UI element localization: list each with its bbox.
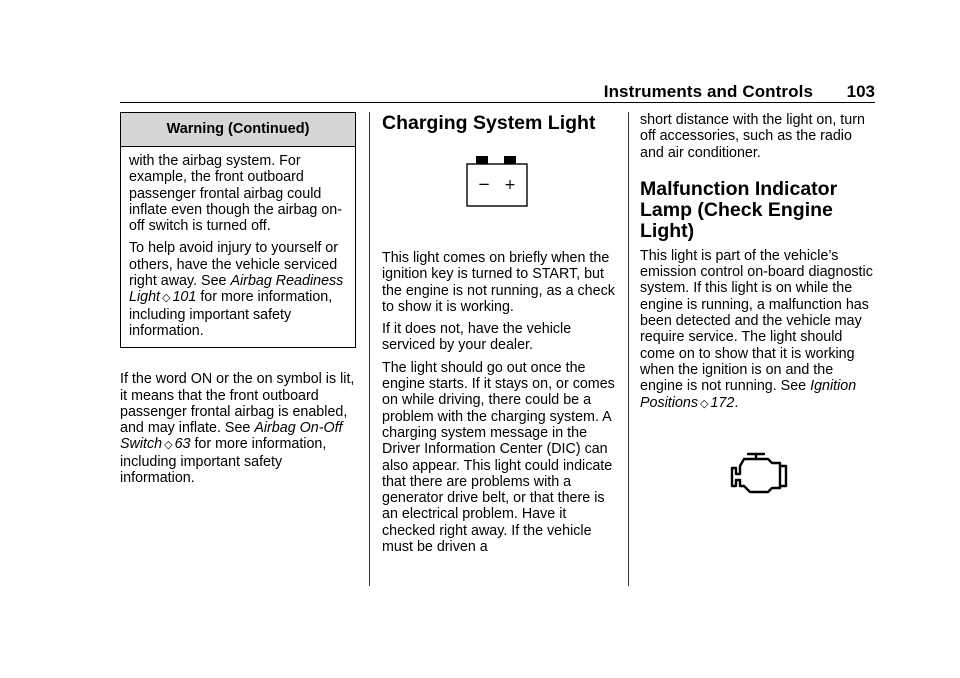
- body-text: .: [734, 394, 739, 411]
- column-3: [640, 112, 876, 510]
- page-ref-icon: ◇: [162, 292, 171, 305]
- warning-text: for more information, including important safety information.: [129, 289, 333, 339]
- body-paragraph: [120, 371, 356, 486]
- warning-body: [121, 147, 355, 347]
- body-paragraph: If it does not, have the vehicle serviced by your dealer.: [382, 321, 572, 354]
- warning-text: To help avoid injury to yourself or others, have the vehicle serviced right away. See: [129, 240, 339, 290]
- warning-box: [120, 112, 356, 348]
- warning-paragraph: [129, 240, 347, 339]
- xref-page[interactable]: 101: [172, 289, 197, 306]
- section-title: Instruments and Controls: [603, 82, 813, 101]
- page-number: 103: [846, 82, 875, 101]
- xref-ignition-positions[interactable]: Ignition Positions: [640, 378, 857, 411]
- mil-heading: Malfunction Indicator Lamp (Check Engine Light): [640, 177, 838, 242]
- battery-minus: −: [477, 175, 491, 193]
- page-ref-icon: ◇: [164, 439, 173, 452]
- column-divider: [628, 112, 629, 586]
- body-text: This light is part of the vehicle’s emission control on-board diagnostic system. If this light is on while the engine is running, a malfunction has been detected and the vehicle may require service. The light should come on to show that it is working when the ignition is on and the engine is not running. See: [640, 247, 873, 395]
- xref-page[interactable]: 63: [174, 436, 191, 453]
- column-2: [382, 112, 617, 561]
- column-divider: [369, 112, 370, 586]
- body-paragraph: short distance with the light on, turn off accessories, such as the radio and air conditioner.: [640, 112, 865, 161]
- warning-title: Warning (Continued): [121, 113, 355, 147]
- body-paragraph: [640, 248, 876, 412]
- column-1: [120, 112, 356, 492]
- check-engine-icon-wrap: [640, 450, 876, 510]
- page-ref-icon: ◇: [700, 397, 709, 410]
- battery-icon: [466, 156, 528, 208]
- check-engine-icon: [728, 450, 792, 498]
- page-header: [120, 80, 875, 103]
- battery-icon-wrap: [382, 148, 617, 244]
- charging-heading: Charging System Light: [382, 112, 596, 134]
- xref-airbag-on-off-switch[interactable]: Airbag On-Off Switch: [120, 420, 343, 453]
- warning-paragraph: with the airbag system. For example, the front outboard passenger frontal airbag could inflate even though the airbag on-off switch is turned off.: [129, 153, 343, 235]
- body-paragraph: This light comes on briefly when the ignition key is turned to START, but the engine is not running, as a check to show it is working.: [382, 250, 615, 315]
- body-text: If the word ON or the on symbol is lit, it means that the front outboard passenger frontal airbag is enabled, and may inflate. See: [120, 371, 355, 437]
- battery-plus: +: [504, 177, 516, 193]
- xref-page[interactable]: 172: [710, 394, 735, 411]
- body-paragraph: The light should go out once the engine starts. If it stays on, or comes on while driving, there could be a problem with the charging system. A charging system message in the Driver Information Center (DIC) can also appear. This light could indicate that there are problems with a generator drive belt, or that there is an electrical problem. Have it checked right away. If the vehicle must be driven a: [382, 359, 615, 556]
- xref-airbag-readiness-light[interactable]: Airbag Readiness Light: [129, 273, 344, 306]
- body-text: for more information, including important safety information.: [120, 436, 327, 487]
